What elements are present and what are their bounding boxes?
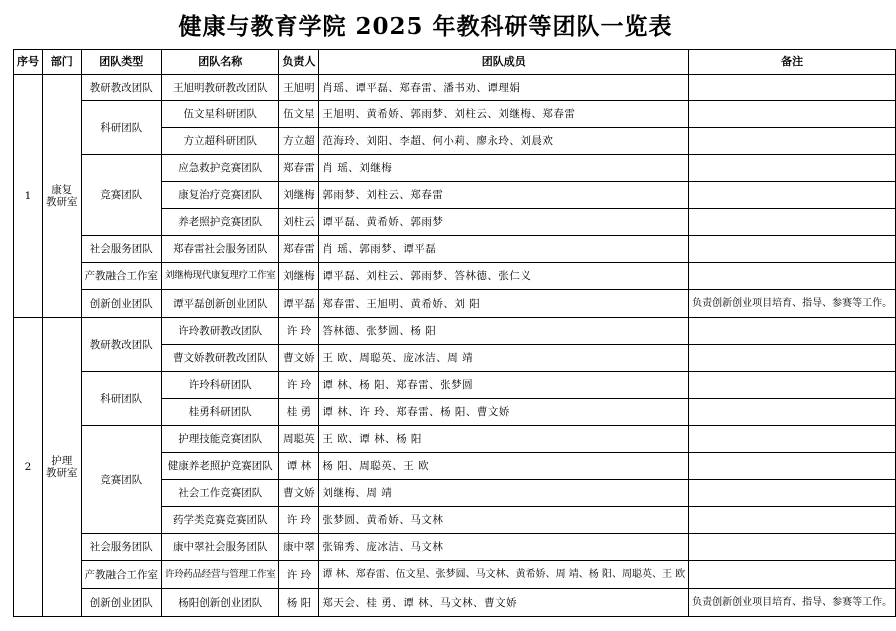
group-seq: 1 (14, 75, 43, 318)
team-leader: 曹文娇 (279, 480, 319, 507)
team-note (689, 101, 896, 128)
team-members: 谭平磊、刘柱云、郭雨梦、答林德、张仁义 (319, 263, 689, 290)
team-type: 教研教改团队 (81, 75, 162, 101)
team-name: 方立超科研团队 (162, 128, 279, 155)
team-members: 谭平磊、黄希娇、郭雨梦 (319, 209, 689, 236)
team-note (689, 263, 896, 290)
team-note (689, 75, 896, 101)
team-note (689, 345, 896, 372)
team-name: 郑春雷社会服务团队 (162, 236, 279, 263)
team-members: 张梦圆、黄希娇、马文林 (319, 507, 689, 534)
team-leader: 谭 林 (279, 453, 319, 480)
team-note (689, 236, 896, 263)
team-name: 康复治疗竞赛团队 (162, 182, 279, 209)
team-note (689, 209, 896, 236)
team-leader: 杨 阳 (279, 589, 319, 617)
team-leader: 伍文星 (279, 101, 319, 128)
dept-line: 护理 (51, 455, 73, 467)
group-seq: 2 (14, 318, 43, 617)
team-name: 谭平磊创新创业团队 (162, 290, 279, 318)
team-name: 王旭明教研教改团队 (162, 75, 279, 101)
dept-line: 教研室 (46, 467, 78, 479)
team-members: 谭 林、许 玲、郑春雷、杨 阳、曹文娇 (319, 399, 689, 426)
team-members: 范海玲、刘阳、李超、何小莉、廖永玲、刘晨欢 (319, 128, 689, 155)
team-note (689, 534, 896, 561)
team-note (689, 128, 896, 155)
table-row (14, 155, 896, 182)
team-members: 刘继梅、周 靖 (319, 480, 689, 507)
team-members: 杨 阳、周聪英、王 欧 (319, 453, 689, 480)
table-row (14, 290, 896, 318)
team-name: 许玲药品经营与管理工作室 (162, 561, 279, 589)
team-members: 王 欧、周聪英、庞冰洁、周 靖 (319, 345, 689, 372)
team-members: 肖 瑶、郭雨梦、谭平磊 (319, 236, 689, 263)
team-name: 药学类竞赛竞赛团队 (162, 507, 279, 534)
team-note (689, 399, 896, 426)
team-note (689, 155, 896, 182)
team-leader: 郑春雷 (279, 236, 319, 263)
team-type: 社会服务团队 (81, 236, 162, 263)
col-header-name: 团队名称 (162, 50, 279, 75)
team-members: 王旭明、黄希娇、郭雨梦、刘柱云、刘继梅、郑春雷 (319, 101, 689, 128)
team-members: 王 欧、谭 林、杨 阳 (319, 426, 689, 453)
team-leader: 王旭明 (279, 75, 319, 101)
team-name: 伍文星科研团队 (162, 101, 279, 128)
table-row (14, 589, 896, 617)
team-note (689, 182, 896, 209)
team-members: 张锦秀、庞冰洁、马文林 (319, 534, 689, 561)
team-note (689, 372, 896, 399)
team-name: 许玲科研团队 (162, 372, 279, 399)
table-row (14, 426, 896, 453)
team-leader: 许 玲 (279, 372, 319, 399)
team-note: 负责创新创业项目培育、指导、参赛等工作。 (689, 290, 896, 318)
col-header-type: 团队类型 (81, 50, 162, 75)
group-dept (43, 318, 82, 617)
team-leader: 曹文娇 (279, 345, 319, 372)
table-row (14, 101, 896, 128)
dept-line: 康复 (51, 184, 73, 196)
team-leader: 康中翠 (279, 534, 319, 561)
team-type: 产教融合工作室 (81, 561, 162, 589)
team-note (689, 318, 896, 345)
team-leader: 谭平磊 (279, 290, 319, 318)
team-table (13, 49, 896, 617)
team-members: 答林德、张梦圆、杨 阳 (319, 318, 689, 345)
team-members: 郑天会、桂 勇、谭 林、马文林、曹文娇 (319, 589, 689, 617)
team-type: 产教融合工作室 (81, 263, 162, 290)
table-row (14, 75, 896, 101)
table-row (14, 372, 896, 399)
team-members: 郭雨梦、刘柱云、郑春雷 (319, 182, 689, 209)
table-row (14, 534, 896, 561)
team-members: 肖 瑶、刘继梅 (319, 155, 689, 182)
team-name: 护理技能竞赛团队 (162, 426, 279, 453)
team-name: 应急救护竞赛团队 (162, 155, 279, 182)
team-note: 负责创新创业项目培育、指导、参赛等工作。 (689, 589, 896, 617)
team-type: 社会服务团队 (81, 534, 162, 561)
col-header-note: 备注 (689, 50, 896, 75)
team-leader: 许 玲 (279, 507, 319, 534)
team-name: 刘继梅现代康复理疗工作室 (162, 263, 279, 290)
table-row (14, 263, 896, 290)
team-type: 竞赛团队 (81, 155, 162, 236)
table-row (14, 561, 896, 589)
team-leader: 郑春雷 (279, 155, 319, 182)
team-members: 郑春雷、王旭明、黄希娇、刘 阳 (319, 290, 689, 318)
col-header-seq: 序号 (14, 50, 43, 75)
team-members: 谭 林、杨 阳、郑春雷、张梦圆 (319, 372, 689, 399)
team-name: 杨阳创新创业团队 (162, 589, 279, 617)
team-type: 教研教改团队 (81, 318, 162, 372)
col-header-dept: 部门 (43, 50, 82, 75)
dept-line: 教研室 (46, 196, 78, 208)
team-leader: 许 玲 (279, 318, 319, 345)
team-type: 创新创业团队 (81, 290, 162, 318)
team-members: 谭 林、郑春雷、伍文星、张梦圆、马文林、黄希娇、周 靖、杨 阳、周聪英、王 欧 (319, 561, 689, 589)
col-header-members: 团队成员 (319, 50, 689, 75)
team-name: 曹文娇教研教改团队 (162, 345, 279, 372)
group-dept (43, 75, 82, 318)
team-leader: 方立超 (279, 128, 319, 155)
team-leader: 刘柱云 (279, 209, 319, 236)
team-leader: 桂 勇 (279, 399, 319, 426)
team-note (689, 561, 896, 589)
team-note (689, 453, 896, 480)
page-title: 健康与教育学院 2025 年教科研等团队一览表 (178, 13, 673, 40)
team-type: 竞赛团队 (81, 426, 162, 534)
team-note (689, 426, 896, 453)
table-row (14, 236, 896, 263)
team-name: 养老照护竞赛团队 (162, 209, 279, 236)
team-name: 许玲教研教改团队 (162, 318, 279, 345)
col-header-leader: 负责人 (279, 50, 319, 75)
team-leader: 许 玲 (279, 561, 319, 589)
team-leader: 刘继梅 (279, 263, 319, 290)
team-type: 创新创业团队 (81, 589, 162, 617)
team-name: 桂勇科研团队 (162, 399, 279, 426)
team-type: 科研团队 (81, 101, 162, 155)
table-row (14, 318, 896, 345)
team-note (689, 507, 896, 534)
team-name: 康中翠社会服务团队 (162, 534, 279, 561)
team-type: 科研团队 (81, 372, 162, 426)
team-members: 肖瑶、谭平磊、郑春雷、潘书劝、谭理娟 (319, 75, 689, 101)
team-note (689, 480, 896, 507)
team-leader: 刘继梅 (279, 182, 319, 209)
team-name: 社会工作竞赛团队 (162, 480, 279, 507)
header-row (14, 50, 896, 75)
team-name: 健康养老照护竞赛团队 (162, 453, 279, 480)
team-leader: 周聪英 (279, 426, 319, 453)
